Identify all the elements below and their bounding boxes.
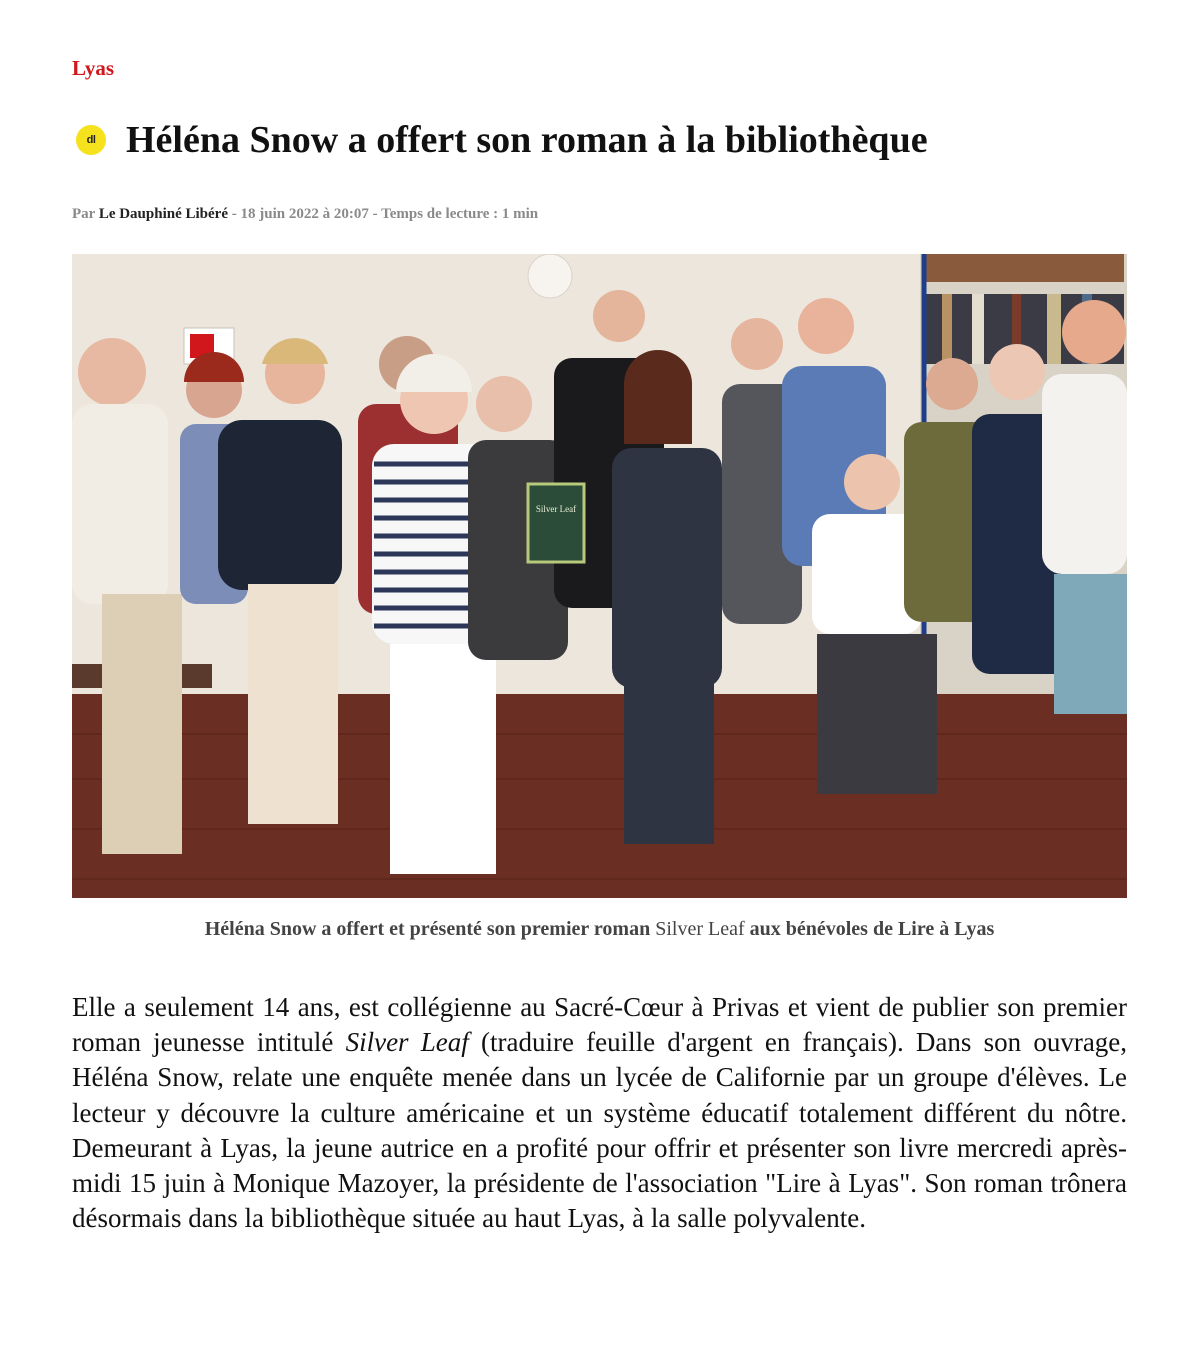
body-text-1: Elle a seulement 14 ans, est collégienne au Sacré-Cœur à Privas et vient de publier son premier roman jeunesse intitulé — [72, 992, 1127, 1058]
byline-author[interactable]: Le Dauphiné Libéré — [98, 206, 228, 222]
byline-prefix: Par — [72, 206, 96, 222]
body-book-title: Silver Leaf — [345, 1027, 469, 1058]
section-rubric[interactable]: Lyas — [72, 56, 115, 80]
group-photo-illustration — [72, 254, 1127, 898]
article-title: Héléna Snow a offert son roman à la bibliothèque — [126, 119, 928, 161]
book-cover — [528, 484, 584, 562]
byline-reading-time: Temps de lecture : 1 min — [381, 206, 539, 222]
caption-part2: aux bénévoles de Lire à Lyas — [749, 918, 995, 940]
headline-row — [72, 112, 1132, 168]
caption-book-title: Silver Leaf — [655, 918, 745, 940]
tiled-floor — [72, 694, 1127, 898]
caption-part1: Héléna Snow a offert et présenté son premier roman — [204, 918, 651, 940]
article-body — [72, 990, 1127, 1236]
wall-lamp — [528, 254, 572, 298]
photo-caption — [72, 918, 1127, 941]
body-text-2: (traduire feuille d'argent en français). Dans son ouvrage, Héléna Snow, relate une enquête menée dans un lycée de Californie par un groupe d'élèves. Le lecteur y découvre la culture américaine et un système éducatif totalement différent du nôtre. Demeurant à Lyas, la jeune autrice en a profité pour offrir et présenter son livre mercredi après-midi 15 juin à Monique Mazoyer, la présidente de l'association "Lire à Lyas". Son roman trônera désormais dans la bibliothèque située au haut Lyas, à la salle polyvalente. — [72, 1027, 1128, 1234]
dauphine-logo-icon — [76, 125, 106, 155]
byline-date: - 18 juin 2022 à 20:07 - — [231, 206, 378, 222]
logo-letters: dl — [86, 134, 96, 146]
byline — [72, 206, 538, 223]
article-photo — [72, 254, 1127, 898]
book-cover-title: Silver Leaf — [535, 504, 577, 514]
